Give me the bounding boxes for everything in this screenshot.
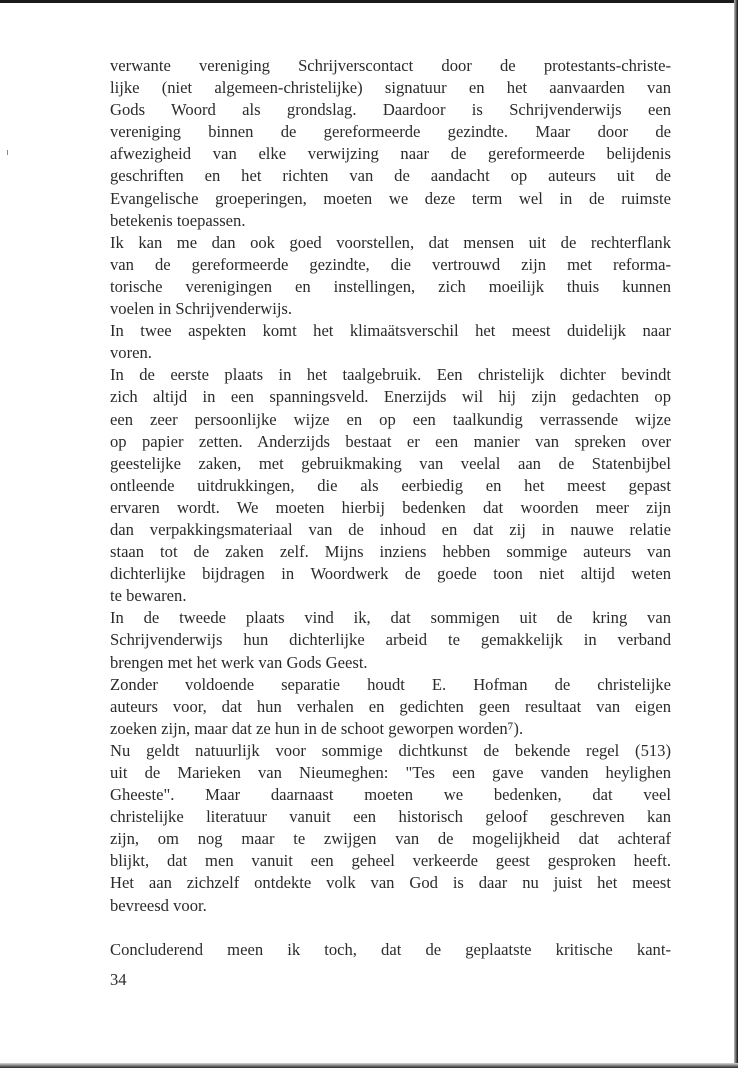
text-line: blijkt, dat men vanuit een geheel verkeerde geest gesproken heeft. <box>110 851 671 871</box>
text-line: geschriften en het richten van de aandacht op auteurs uit de <box>110 166 671 186</box>
text-line: van de gereformeerde gezindte, die vertrouwd zijn met reforma- <box>110 254 671 274</box>
text-line: zijn, om nog maar te zwijgen van de mogelijkheid dat achteraf <box>110 829 671 849</box>
text-line: auteurs voor, dat hun verhalen en gedichten geen resultaat van eigen <box>110 696 671 716</box>
text-line: brengen met het werk van Gods Geest. <box>110 652 368 672</box>
text-line: zich altijd in een spanningsveld. Enerzijds wil hij zijn gedachten op <box>110 387 671 407</box>
text-line: In de eerste plaats in het taalgebruik. Een christelijk dichter bevindt <box>110 365 671 385</box>
text-line: betekenis toepassen. <box>110 210 246 230</box>
scan-speck <box>7 150 8 155</box>
text-line: Gheeste". Maar daarnaast moeten we bedenken, dat veel <box>110 785 671 805</box>
text-line: ontleende uitdrukkingen, die als eerbiedig en het meest gepast <box>110 475 671 495</box>
text-line: zoeken zijn, maar dat ze hun in de schoot geworpen worden⁷). <box>110 718 524 738</box>
body-text <box>110 55 671 961</box>
text-line: te bewaren. <box>110 586 187 606</box>
text-line: In de tweede plaats vind ik, dat sommigen uit de kring van <box>110 608 671 628</box>
text-line: uit de Marieken van Nieumeghen: "Tes een gave vanden heylighen <box>110 763 671 782</box>
text-line: geestelijke zaken, met gebruikmaking van veelal aan de Statenbijbel <box>110 453 671 473</box>
text-line: Gods Woord als grondslag. Daardoor is Schrijvenderwijs een <box>110 100 671 120</box>
text-line: Ik kan me dan ook goed voorstellen, dat mensen uit de rechterflank <box>110 232 671 252</box>
text-line: Zonder voldoende separatie houdt E. Hofman de christelijke <box>110 674 671 694</box>
text-line: Evangelische groeperingen, moeten we deze term wel in de ruimste <box>110 188 671 208</box>
text-line: staan tot de zaken zelf. Mijns inziens hebben sommige auteurs van <box>110 542 671 562</box>
text-line: afwezigheid van elke verwijzing naar de gereformeerde belijdenis <box>110 144 671 164</box>
text-line: dichterlijke bijdragen in Woordwerk de goede toon niet altijd weten <box>110 564 671 584</box>
page-edge-right <box>734 0 738 1068</box>
paragraph-gap <box>110 917 671 939</box>
text-line: voren. <box>110 343 152 363</box>
text-line: bevreesd voor. <box>110 895 207 915</box>
text-line: ervaren wordt. We moeten hierbij bedenken dat woorden meer zijn <box>110 497 671 517</box>
text-line: verwante vereniging Schrijverscontact door de protestants-christe- <box>110 56 671 75</box>
text-line: dan verpakkingsmateriaal van de inhoud en dat zij in nauwe relatie <box>110 519 671 539</box>
page-edge-bottom <box>0 1063 738 1068</box>
text-line: Nu geldt natuurlijk voor sommige dichtkunst de bekende regel (513) <box>110 740 671 760</box>
text-line: een zeer persoonlijke wijze en op een taalkundig verrassende wijze <box>110 409 671 429</box>
text-line: Het aan zichzelf ontdekte volk van God is daar nu juist het meest <box>110 873 671 893</box>
text-line: christelijke literatuur vanuit een historisch geloof geschreven kan <box>110 807 671 827</box>
text-line: torische verenigingen en instellingen, zich moeilijk thuis kunnen <box>110 276 671 296</box>
text-line: Concluderend meen ik toch, dat de geplaatste kritische kant- <box>110 939 671 959</box>
text-line: vereniging binnen de gereformeerde gezindte. Maar door de <box>110 122 671 142</box>
text-line: op papier zetten. Anderzijds bestaat er een manier van spreken over <box>110 431 671 451</box>
text-line: Schrijvenderwijs hun dichterlijke arbeid te gemakkelijk in verband <box>110 630 671 650</box>
page-edge-top <box>0 0 738 3</box>
text-line: lijke (niet algemeen-christelijke) signatuur en het aanvaarden van <box>110 78 671 98</box>
text-line: voelen in Schrijvenderwijs. <box>110 299 293 319</box>
page-number: 34 <box>110 970 127 989</box>
text-line: In twee aspekten komt het klimaätsverschil het meest duidelijk naar <box>110 321 671 341</box>
